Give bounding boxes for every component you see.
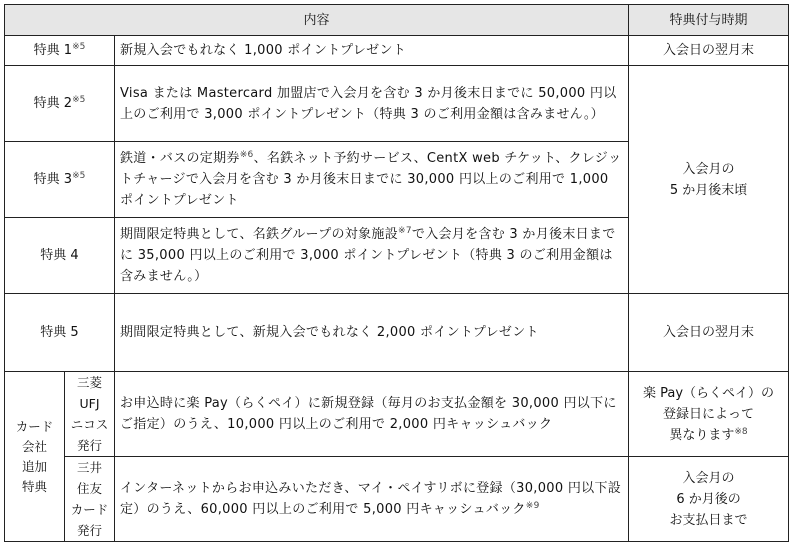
footnote-ref: ※5: [72, 95, 86, 105]
benefits-table: [4, 4, 789, 542]
table-row: [5, 372, 789, 457]
table-row: [5, 457, 789, 542]
table-row: [5, 36, 789, 66]
table-row: [5, 66, 789, 142]
footnote-ref: ※5: [72, 171, 86, 181]
card-group-label: カード 会社 追加 特典: [5, 372, 65, 542]
timing-line: 入会月の: [682, 161, 735, 177]
footnote-ref: ※8: [734, 426, 748, 437]
footnote-ref: ※6: [239, 150, 254, 160]
row-content-b5: 期間限定特典として、新規入会でもれなく 2,000 ポイントプレゼント: [115, 294, 629, 372]
row-timing-b5: 入会日の翌月末: [629, 294, 789, 372]
header-row: [5, 5, 789, 36]
table-row: [5, 294, 789, 372]
row-label-b2: 特典 2$^{※5}$: [5, 66, 115, 142]
row-timing-b1: 入会日の翌月末: [629, 36, 789, 66]
row-content-b2: Visa または Mastercard 加盟店で入会月を含む 3 か月後末日までに 50,000 円以上のご利用で 3,000 ポイントプレゼント（特典 3 のご利用金額は含みません。）: [115, 66, 629, 142]
issuer-smbc: 三井 住友 カード 発行: [65, 457, 115, 542]
row-content-ufj: お申込時に楽 Pay（らくペイ）に新規登録（毎月のお支払金額を 30,000 円以下にご指定）のうえ、10,000 円以上のご利用で 2,000 円キャッシュバック: [115, 372, 629, 457]
row-content-smbc: インターネットからお申込みいただき、マイ・ペイすリボに登録（30,000 円以下設定）のうえ、60,000 円以上のご利用で 5,000 円キャッシュバック$^{※9}$: [115, 457, 629, 542]
timing-line: 5 か月後末頃: [669, 182, 748, 198]
row-content-b3: 鉄道・バスの定期券$^{※6}$、名鉄ネット予約サービス、CentX web チケット、クレジットチャージで入会月を含む 3 か月後末日までに 30,000 円以上のご利用で 1,000 ポイントプレゼント: [115, 142, 629, 218]
row-timing-smbc: 入会月の 6 か月後の お支払日まで: [629, 457, 789, 542]
header-timing: 特典付与時期: [629, 5, 789, 36]
row-label-b3: 特典 3$^{※5}$: [5, 142, 115, 218]
row-timing-ufj: 楽 Pay（らくペイ）の 登録日によって 異なります$^{※8}$: [629, 372, 789, 457]
header-content: 内容: [5, 5, 629, 36]
row-label-b1: 特典 1$^{※5}$: [5, 36, 115, 66]
row-timing-b234: [629, 66, 789, 294]
row-content-b4: 期間限定特典として、名鉄グループの対象施設$^{※7}$で入会月を含む 3 か月後末日までに 35,000 円以上のご利用で 3,000 ポイントプレゼント（特典 3 のご利用金額は含みません。）: [115, 218, 629, 294]
footnote-ref: ※9: [525, 501, 540, 511]
footnote-ref: ※7: [398, 226, 412, 236]
issuer-ufj: 三菱 UFJ ニコス 発行: [65, 372, 115, 457]
row-content-b1: 新規入会でもれなく 1,000 ポイントプレゼント: [115, 36, 629, 66]
row-label-b5: 特典 5: [5, 294, 115, 372]
row-label-b4: 特典 4: [5, 218, 115, 294]
footnote-ref: ※5: [72, 42, 86, 52]
